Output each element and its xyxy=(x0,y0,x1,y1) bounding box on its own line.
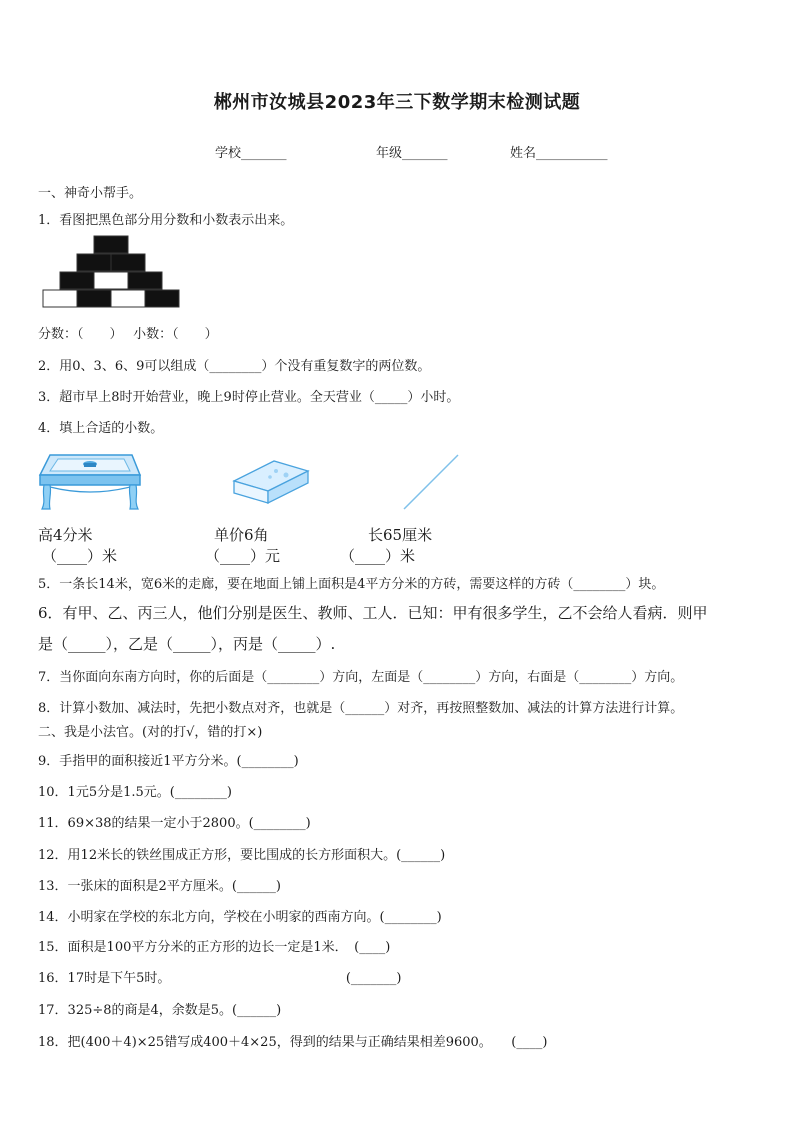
question-5: 5．一条长14米，宽6米的走廊，要在地面上铺上面积是4平方分米的方砖，需要这样的方砖（________）块。 xyxy=(38,577,665,592)
question-15: 15．面积是100平方分米的正方形的边长一定是1米． (____) xyxy=(38,940,391,955)
brick-white xyxy=(111,290,145,307)
brick-white xyxy=(43,290,77,307)
question-18: 18．把(400＋4)×25错写成400＋4×25，得到的结果与正确结果相差9600。 (____) xyxy=(38,1035,548,1050)
brick-white xyxy=(94,272,128,289)
eraser-icon xyxy=(230,457,312,505)
brick-black xyxy=(77,254,111,271)
table-icon xyxy=(36,451,144,513)
page-title: 郴州市汝城县2023年三下数学期末检测试题 xyxy=(213,92,581,113)
section2-heading: 二、我是小法官。(对的打√，错的打×) xyxy=(38,725,263,740)
question-10: 10．1元5分是1.5元。(________) xyxy=(38,785,232,800)
line-length-answer: （____）米 xyxy=(340,547,416,565)
question-11: 11．69×38的结果一定小于2800。(________) xyxy=(38,816,311,831)
eraser-price-answer: （____）元 xyxy=(205,547,281,565)
question-14: 14．小明家在学校的东北方向，学校在小明家的西南方向。(________) xyxy=(38,910,442,925)
question-9: 9．手指甲的面积接近1平方分米。(________) xyxy=(38,754,299,769)
question-2: 2．用0、3、6、9可以组成（________）个没有重复数字的两位数。 xyxy=(38,359,431,374)
brick-black xyxy=(94,236,128,253)
question-13: 13．一张床的面积是2平方厘米。(______) xyxy=(38,879,281,894)
name-field: 姓名___________ xyxy=(510,146,608,161)
question-8: 8．计算小数加、减法时，先把小数点对齐，也就是（______）对齐，再按照整数加、减法的计算方法进行计算。 xyxy=(38,701,684,716)
question-16: 16．17时是下午5时。 (_______) xyxy=(38,971,402,986)
table-height-answer: （____）米 xyxy=(42,547,118,565)
brick-black xyxy=(128,272,162,289)
question-1-answer: 分数：（ ） 小数：（ ） xyxy=(38,327,218,342)
question-7: 7．当你面向东南方向时，你的后面是（________）方向，左面是（________）方向，右面是（________）方向。 xyxy=(38,670,684,685)
brick-black xyxy=(77,290,111,307)
line-icon xyxy=(400,452,462,512)
line-length-label: 长65厘米 xyxy=(368,526,433,544)
question-6-line1: 6．有甲、乙、丙三人，他们分别是医生、教师、工人．已知：甲有很多学生，乙不会给人看病．则甲 xyxy=(38,604,708,622)
question-4: 4．填上合适的小数。 xyxy=(38,421,164,436)
question-17: 17．325÷8的商是4，余数是5。(______) xyxy=(38,1003,282,1018)
question-12: 12．用12米长的铁丝围成正方形，要比围成的长方形面积大。(______) xyxy=(38,848,446,863)
eraser-price-label: 单价6角 xyxy=(214,526,269,544)
school-field: 学校_______ xyxy=(215,146,287,161)
table-height-label: 高4分米 xyxy=(38,526,93,544)
question-6-line2: 是（_____），乙是（_____），丙是（_____）. xyxy=(38,635,336,653)
question-1: 1．看图把黑色部分用分数和小数表示出来。 xyxy=(38,213,294,228)
brick-wall-figure xyxy=(42,235,182,309)
brick-black xyxy=(60,272,94,289)
brick-black xyxy=(145,290,179,307)
question-3: 3．超市早上8时开始营业，晚上9时停止营业。全天营业（_____）小时。 xyxy=(38,390,460,405)
section1-heading: 一、神奇小帮手。 xyxy=(38,186,143,201)
brick-black xyxy=(111,254,145,271)
grade-field: 年级_______ xyxy=(376,146,448,161)
